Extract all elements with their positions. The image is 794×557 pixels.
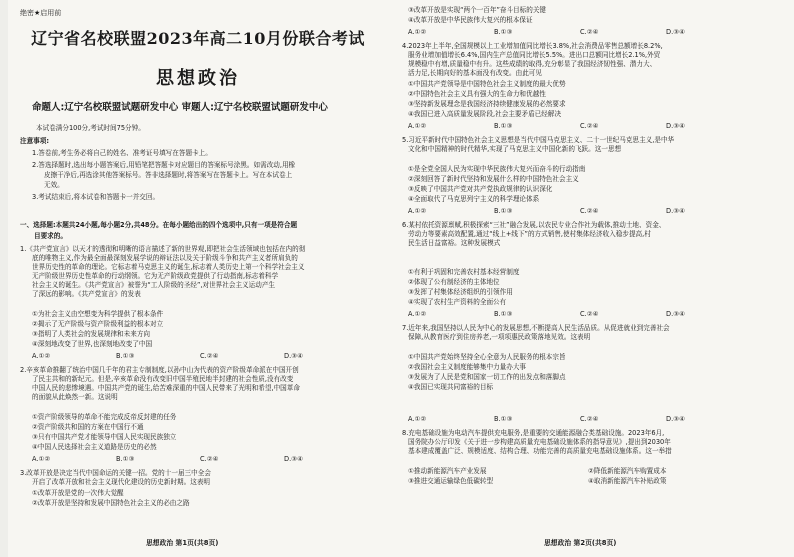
q2-stem: 2.辛亥革命推翻了统治中国几千年的君主专制制度,以孙中山为代表的资产阶级革命派在中国开创 <box>20 366 299 374</box>
q1-stem: 无产阶级世界历史性革命的行动纲领。它为无产阶级政党提供了行动指南,标志着科学 <box>32 272 279 280</box>
q7-statement: ④我国已实现共同富裕的目标 <box>408 383 494 391</box>
q4-stem: 4.2023年上半年,全国规模以上工业增加值同比增长3.8%,社会消费品零售总额增长8.2%, <box>402 42 663 50</box>
q1-statement: ①为社会主义由空想变为科学提供了根本条件 <box>32 310 164 318</box>
q7-statement: ③发展为了人民是党和国家一切工作的出发点和落脚点 <box>408 373 566 381</box>
q2-stem: 了民主共和的新纪元。但是,辛亥革命没有改变旧中国半殖民地半封建的社会性质,没有改变 <box>32 375 294 383</box>
q2-option-d: D.③④ <box>284 455 303 463</box>
q4-stem: 活力足,长期向好的基本面没有改变。由此可见 <box>408 69 542 77</box>
notice-line: 2.答选择题时,选出每小题答案后,用铅笔把答题卡对应题目的答案标号涂黑。如需改动,用橡 <box>32 161 296 169</box>
q2-stem: 的面貌从此焕然一新。这说明 <box>32 393 118 401</box>
q3-stem: 开启了改革开放和社会主义现代化建设的历史新时期。这表明 <box>32 478 211 486</box>
q3-option-a: A.①② <box>408 28 427 36</box>
q1-statement: ④深刻地改变了世界,也深刻地改变了中国 <box>32 340 153 348</box>
q3-stem: 3.改革开放是决定当代中国命运的关键一招。党的十一届三中全会 <box>20 469 211 477</box>
q6-option-b: B.①③ <box>494 310 513 318</box>
section-heading: 一、选择题:本题共24小题,每小题2分,共48分。在每小题给出的四个选项中,只有一项是符合题 <box>20 221 298 229</box>
q4-option-d: D.③④ <box>666 122 685 130</box>
q4-statement: ④我国已进入高质量发展阶段,社会主要矛盾已经解决 <box>408 110 562 118</box>
q1-stem: 底的唯物主义,作为最全面最深刻发展学说的辩证法以及关于阶级斗争和共产主义者所肩负的 <box>32 254 298 262</box>
q3-option-c: C.②④ <box>580 28 599 36</box>
exam-title: 辽宁省名校联盟2023年高二10月份联合考试 <box>31 29 365 48</box>
q6-stem: 民生活日益富裕。这种发展模式 <box>408 239 501 247</box>
notice-heading: 注意事项: <box>20 137 50 145</box>
q3-statement: ③改革开放是实现“两个一百年”奋斗目标的关键 <box>408 6 547 14</box>
q6-statement: ④实现了农村生产资料的全面公有 <box>408 298 507 306</box>
q5-statement: ④全面取代了马克思列宁主义的科学理论体系 <box>408 195 540 203</box>
notice-line: 皮擦干净后,再选涂其他答案标号。答非选择题时,将答案写在答题卡上。写在本试卷上 <box>44 171 293 179</box>
q1-statement: ②揭示了无产阶级与资产阶级利益的根本对立 <box>32 320 164 328</box>
q1-stem: 了深远的影响。《共产党宣言》的发表 <box>32 290 141 298</box>
q6-statement: ②体现了公有制经济的主体地位 <box>408 278 500 286</box>
q2-option-a: A.①② <box>32 455 51 463</box>
q1-option-b: B.①③ <box>116 352 135 360</box>
q4-statement: ②中国特色社会主义具有强大的生命力和优越性 <box>408 90 546 98</box>
q8-statement: ③推进交通运输绿色低碳转型 <box>408 477 494 485</box>
q8-stem: 国务院办公厅印发《关于进一步构建高质量充电基础设施体系的指导意见》,提出到2030年 <box>408 438 671 446</box>
q6-stem: 6.某村依托资源禀赋,积极探索“三社”融合发展,以农民专业合作社为载体,推动土地、资金、 <box>402 221 666 229</box>
page-footer: 思想政治 第1页(共8页) <box>146 539 219 547</box>
notice-line: 3.考试结束后,将本试卷和答题卡一并交回。 <box>32 193 160 201</box>
q2-statement: ①资产阶级领导的革命不能完成反帝反封建的任务 <box>32 413 177 421</box>
q1-statement: ③指明了人类社会的发展规律和未来方向 <box>32 330 151 338</box>
q1-option-c: C.②④ <box>200 352 219 360</box>
q7-stem: 7.近年来,我国坚持以人民为中心的发展思想,不断提高人民生活品质。从促进就业到完善社会 <box>402 324 670 332</box>
q4-stem: 服务业增加值增长6.4%,国内生产总值同比增长5.5%。进出口总额同比增长2.1%,外贸 <box>408 51 661 59</box>
q8-statement: ②降低新能源汽车购置成本 <box>588 467 667 475</box>
q5-option-a: A.①② <box>408 207 427 215</box>
q7-option-b: B.①③ <box>494 415 513 423</box>
q6-statement: ③发挥了村集体经济组织的引领作用 <box>408 288 513 296</box>
section-heading: 目要求的。 <box>34 232 67 240</box>
q1-stem: 1.《共产党宣言》以天才的透彻和明晰的语言描述了新的世界观,即把社会生活领域也包括在内的彻 <box>20 245 306 253</box>
q6-option-a: A.①② <box>408 310 427 318</box>
q5-statement: ②深刻回答了新时代坚持和发展什么样的中国特色社会主义 <box>408 175 579 183</box>
q7-stem: 保障,从教育医疗到住房养老,一项项惠民政策落地见效。这表明 <box>408 333 591 341</box>
q1-stem: 世界历史性的革命的理论。它标志着马克思主义的诞生,标志着人类历史上第一个科学社会主义 <box>32 263 305 271</box>
q4-statement: ③坚持新发展理念是我国经济持续健康发展的必然要求 <box>408 100 566 108</box>
q8-stem: 基本建成覆盖广泛、规模适度、结构合理、功能完善的高质量充电基础设施体系。这一举措 <box>408 447 672 455</box>
q7-option-d: D.③④ <box>666 415 685 423</box>
q5-option-c: C.②④ <box>580 207 599 215</box>
q6-statement: ①有利于巩固和完善农村基本经营制度 <box>408 268 520 276</box>
q7-statement: ①中国共产党始终坚持全心全意为人民服务的根本宗旨 <box>408 353 566 361</box>
q7-statement: ②我国社会主义制度能够集中力量办大事 <box>408 363 527 371</box>
left-page <box>6 0 390 557</box>
q5-stem: 文化和中国精神的时代精华,实现了马克思主义中国化新的飞跃。这一思想 <box>408 145 622 153</box>
q1-option-a: A.①② <box>32 352 51 360</box>
q1-option-d: D.③④ <box>284 352 303 360</box>
q2-stem: 中国人民的悲惨境遇。中国共产党的诞生,给苦难深重的中国人民带来了光明和希望,中国革命 <box>32 384 300 392</box>
q2-statement: ④中国人民选择社会主义道路是历史的必然 <box>32 443 157 451</box>
q2-statement: ②资产阶级共和国的方案在中国行不通 <box>32 423 144 431</box>
q3-option-d: D.③④ <box>666 28 685 36</box>
q4-option-b: B.①③ <box>494 122 513 130</box>
q5-option-d: D.③④ <box>666 207 685 215</box>
q5-stem: 5.习近平新时代中国特色社会主义思想是当代中国马克思主义、二十一世纪马克思主义,是中华 <box>402 136 675 144</box>
q4-option-c: C.②④ <box>580 122 599 130</box>
q7-option-c: C.②④ <box>580 415 599 423</box>
notice-line: 1.答卷前,考生务必将自己的姓名、准考证号填写在答题卡上。 <box>32 149 212 157</box>
q3-statement: ④改革开放是中华民族伟大复兴的根本保证 <box>408 16 533 24</box>
q8-stem: 8.充电基础设施为电动汽车提供充电服务,是重要的交通能源融合类基础设施。2023年6月, <box>402 429 665 437</box>
q6-option-d: D.③④ <box>666 310 685 318</box>
q4-option-a: A.①② <box>408 122 427 130</box>
q5-option-b: B.①③ <box>494 207 513 215</box>
q3-option-b: B.①③ <box>494 28 513 36</box>
q2-statement: ③只有中国共产党才能领导中国人民实现民族独立 <box>32 433 177 441</box>
subject-title: 思想政治 <box>156 68 240 89</box>
q4-stem: 规模稳中有增,质量稳中有升。这些成绩的取得,充分彰显了我国经济韧性强、潜力大、 <box>408 60 657 68</box>
q5-statement: ③反映了中国共产党对共产党执政规律的认识深化 <box>408 185 553 193</box>
q7-option-a: A.①② <box>408 415 427 423</box>
q6-option-c: C.②④ <box>580 310 599 318</box>
q8-statement: ①推动新能源汽车产业发展 <box>408 467 487 475</box>
authors-line: 命题人:辽宁名校联盟试题研发中心 审题人:辽宁名校联盟试题研发中心 <box>32 102 328 113</box>
q2-option-c: C.②④ <box>200 455 219 463</box>
q3-statement: ②改革开放是坚持和发展中国特色社会主义的必由之路 <box>32 499 190 507</box>
page-footer: 思想政治 第2页(共8页) <box>544 539 617 547</box>
q4-statement: ①中国共产党领导是中国特色社会主义制度的最大优势 <box>408 80 566 88</box>
notice-line: 无效。 <box>44 181 64 189</box>
q3-statement: ①改革开放是党的一次伟大觉醒 <box>32 489 124 497</box>
q6-stem: 劳动力等要素高效配置,通过“线上+线下”的方式销售,使村集体经济收入稳步提高,村 <box>408 230 651 238</box>
right-page <box>398 0 790 557</box>
q5-statement: ①是全党全国人民为实现中华民族伟大复兴而奋斗的行动指南 <box>408 165 586 173</box>
exam-info: 本试卷满分100分,考试时间75分钟。 <box>36 124 145 132</box>
confidential-mark: 绝密★启用前 <box>20 9 62 17</box>
q8-statement: ④取消新能源汽车补贴政策 <box>588 477 667 485</box>
q2-option-b: B.①③ <box>116 455 135 463</box>
q1-stem: 社会主义的诞生。《共产党宣言》被誉为“工人阶级的圣经”,对世界社会主义运动产生 <box>32 281 276 289</box>
